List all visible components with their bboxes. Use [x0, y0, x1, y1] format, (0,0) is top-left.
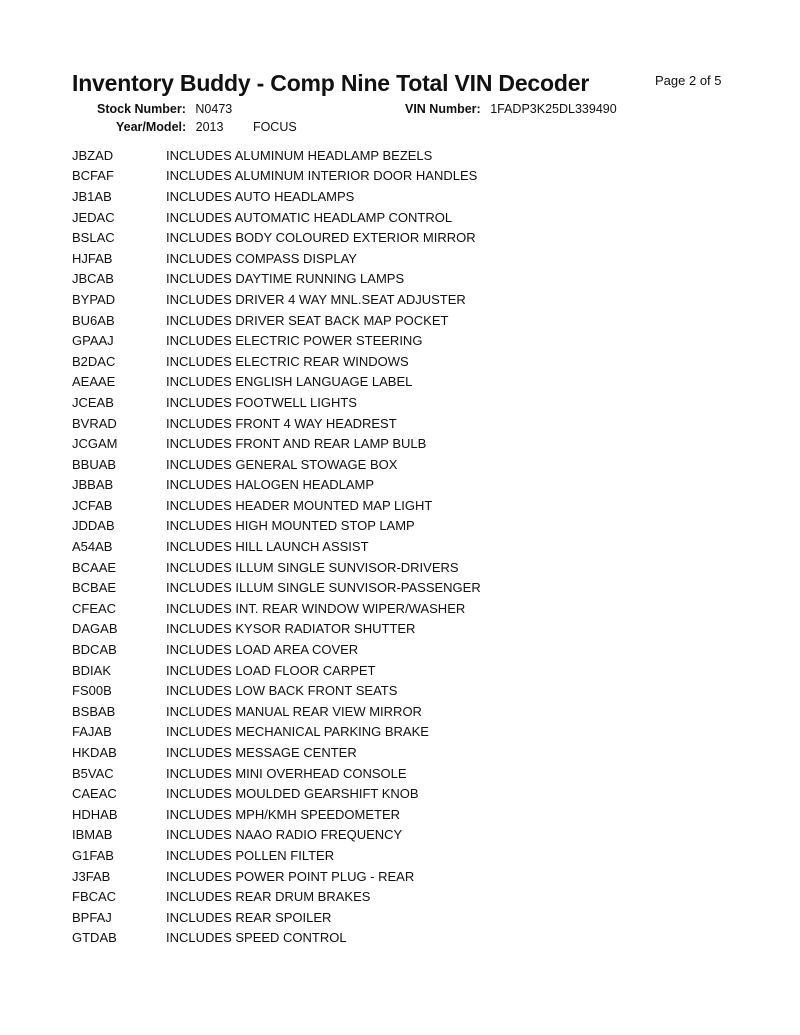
option-description: INCLUDES MESSAGE CENTER: [166, 745, 357, 761]
option-description: INCLUDES COMPASS DISPLAY: [166, 250, 357, 266]
option-description: INCLUDES HIGH MOUNTED STOP LAMP: [166, 518, 415, 534]
option-code: HKDAB: [72, 745, 117, 761]
year-model-field: [116, 120, 297, 134]
list-item: [72, 166, 772, 187]
list-item: [72, 886, 772, 907]
option-description: INCLUDES REAR DRUM BRAKES: [166, 889, 371, 905]
list-item: [72, 475, 772, 496]
list-item: [72, 619, 772, 640]
option-code: A54AB: [72, 539, 113, 555]
option-description: INCLUDES MANUAL REAR VIEW MIRROR: [166, 703, 422, 719]
option-code: BBUAB: [72, 456, 117, 472]
list-item: [72, 557, 772, 578]
option-code: FAJAB: [72, 724, 112, 740]
option-description: INCLUDES LOAD AREA COVER: [166, 642, 359, 658]
option-code: FS00B: [72, 683, 112, 699]
option-description: INCLUDES FRONT AND REAR LAMP BULB: [166, 436, 427, 452]
list-item: [72, 433, 772, 454]
option-description: INCLUDES HEADER MOUNTED MAP LIGHT: [166, 497, 433, 513]
list-item: [72, 866, 772, 887]
list-item: [72, 186, 772, 207]
option-code: JCEAB: [72, 394, 114, 410]
option-code: BPFAJ: [72, 909, 112, 925]
list-item: [72, 680, 772, 701]
list-item: [72, 928, 772, 949]
option-description: INCLUDES GENERAL STOWAGE BOX: [166, 456, 398, 472]
list-item: [72, 536, 772, 557]
option-code: J3FAB: [72, 868, 111, 884]
option-description: INCLUDES AUTO HEADLAMPS: [166, 188, 355, 204]
option-code: JDDAB: [72, 518, 115, 534]
option-code: GTDAB: [72, 930, 117, 946]
option-description: INCLUDES BODY COLOURED EXTERIOR MIRROR: [166, 230, 476, 246]
option-description: INCLUDES KYSOR RADIATOR SHUTTER: [166, 621, 416, 637]
option-code: JBBAB: [72, 477, 114, 493]
option-description: INCLUDES ELECTRIC POWER STEERING: [166, 333, 423, 349]
option-code: IBMAB: [72, 827, 113, 843]
option-description: INCLUDES FOOTWELL LIGHTS: [166, 394, 357, 410]
list-item: [72, 845, 772, 866]
option-description: INCLUDES LOW BACK FRONT SEATS: [166, 683, 398, 699]
option-code: BSLAC: [72, 230, 115, 246]
option-description: INCLUDES ELECTRIC REAR WINDOWS: [166, 353, 409, 369]
list-item: [72, 763, 772, 784]
option-code: DAGAB: [72, 621, 118, 637]
option-description: INCLUDES POWER POINT PLUG - REAR: [166, 868, 415, 884]
option-code: AEAAE: [72, 374, 116, 390]
list-item: [72, 516, 772, 537]
vin-number-value: 1FADP3K25DL339490: [490, 102, 617, 116]
option-code: GPAAJ: [72, 333, 114, 349]
option-description: INCLUDES ALUMINUM INTERIOR DOOR HANDLES: [166, 168, 478, 184]
option-code: BDIAK: [72, 662, 112, 678]
list-item: [72, 392, 772, 413]
option-code: JCFAB: [72, 497, 113, 513]
list-item: [72, 598, 772, 619]
option-description: INCLUDES HALOGEN HEADLAMP: [166, 477, 375, 493]
option-code: JBZAD: [72, 147, 114, 163]
list-item: [72, 660, 772, 681]
option-code: JB1AB: [72, 188, 112, 204]
option-description: INCLUDES ILLUM SINGLE SUNVISOR-DRIVERS: [166, 559, 459, 575]
stock-number-value: N0473: [195, 102, 233, 116]
option-description: INCLUDES ALUMINUM HEADLAMP BEZELS: [166, 147, 433, 163]
option-description: INCLUDES HILL LAUNCH ASSIST: [166, 539, 369, 555]
option-code: HJFAB: [72, 250, 113, 266]
option-description: INCLUDES MPH/KMH SPEEDOMETER: [166, 806, 401, 822]
stock-number-field: [97, 102, 232, 116]
option-code: BSBAB: [72, 703, 116, 719]
list-item: [72, 351, 772, 372]
list-item: [72, 310, 772, 331]
option-code: BCAAE: [72, 559, 117, 575]
list-item: [72, 145, 772, 166]
option-description: INCLUDES SPEED CONTROL: [166, 930, 347, 946]
option-code: BCFAF: [72, 168, 114, 184]
list-item: [72, 495, 772, 516]
option-code-list: [72, 145, 772, 948]
model-value: FOCUS: [252, 120, 297, 134]
option-description: INCLUDES MOULDED GEARSHIFT KNOB: [166, 786, 419, 802]
list-item: [72, 454, 772, 475]
list-item: [72, 722, 772, 743]
option-description: INCLUDES DRIVER SEAT BACK MAP POCKET: [166, 312, 449, 328]
list-item: [72, 269, 772, 290]
year-value: 2013: [195, 120, 224, 134]
option-description: INCLUDES AUTOMATIC HEADLAMP CONTROL: [166, 209, 453, 225]
option-description: INCLUDES FRONT 4 WAY HEADREST: [166, 415, 397, 431]
page-number: Page 2 of 5: [655, 73, 722, 88]
option-code: BCBAE: [72, 580, 117, 596]
option-description: INCLUDES MINI OVERHEAD CONSOLE: [166, 765, 407, 781]
list-item: [72, 742, 772, 763]
option-code: CFEAC: [72, 600, 117, 616]
option-description: INCLUDES REAR SPOILER: [166, 909, 332, 925]
list-item: [72, 289, 772, 310]
option-code: CAEAC: [72, 786, 117, 802]
option-description: INCLUDES MECHANICAL PARKING BRAKE: [166, 724, 429, 740]
list-item: [72, 577, 772, 598]
list-item: [72, 330, 772, 351]
vin-number-field: [405, 102, 617, 116]
option-description: INCLUDES ILLUM SINGLE SUNVISOR-PASSENGER: [166, 580, 481, 596]
option-description: INCLUDES ENGLISH LANGUAGE LABEL: [166, 374, 413, 390]
list-item: [72, 907, 772, 928]
option-description: INCLUDES DRIVER 4 WAY MNL.SEAT ADJUSTER: [166, 291, 466, 307]
option-code: BDCAB: [72, 642, 117, 658]
list-item: [72, 804, 772, 825]
option-code: JCGAM: [72, 436, 118, 452]
option-code: BU6AB: [72, 312, 115, 328]
document-title: Inventory Buddy - Comp Nine Total VIN Decoder: [72, 70, 590, 96]
list-item: [72, 372, 772, 393]
list-item: [72, 248, 772, 269]
list-item: [72, 825, 772, 846]
list-item: [72, 413, 772, 434]
option-description: INCLUDES DAYTIME RUNNING LAMPS: [166, 271, 405, 287]
option-description: INCLUDES POLLEN FILTER: [166, 847, 335, 863]
option-description: INCLUDES NAAO RADIO FREQUENCY: [166, 827, 403, 843]
year-model-label: Year/Model:: [116, 120, 187, 134]
option-code: HDHAB: [72, 806, 118, 822]
option-code: JBCAB: [72, 271, 114, 287]
option-code: JEDAC: [72, 209, 115, 225]
vin-number-label: VIN Number:: [405, 102, 481, 116]
list-item: [72, 227, 772, 248]
option-description: INCLUDES INT. REAR WINDOW WIPER/WASHER: [166, 600, 466, 616]
list-item: [72, 701, 772, 722]
list-item: [72, 639, 772, 660]
option-code: BVRAD: [72, 415, 117, 431]
option-code: FBCAC: [72, 889, 117, 905]
option-code: B2DAC: [72, 353, 116, 369]
option-code: B5VAC: [72, 765, 114, 781]
option-description: INCLUDES LOAD FLOOR CARPET: [166, 662, 376, 678]
list-item: [72, 207, 772, 228]
option-code: BYPAD: [72, 291, 116, 307]
stock-number-label: Stock Number:: [97, 102, 186, 116]
option-code: G1FAB: [72, 847, 114, 863]
list-item: [72, 783, 772, 804]
